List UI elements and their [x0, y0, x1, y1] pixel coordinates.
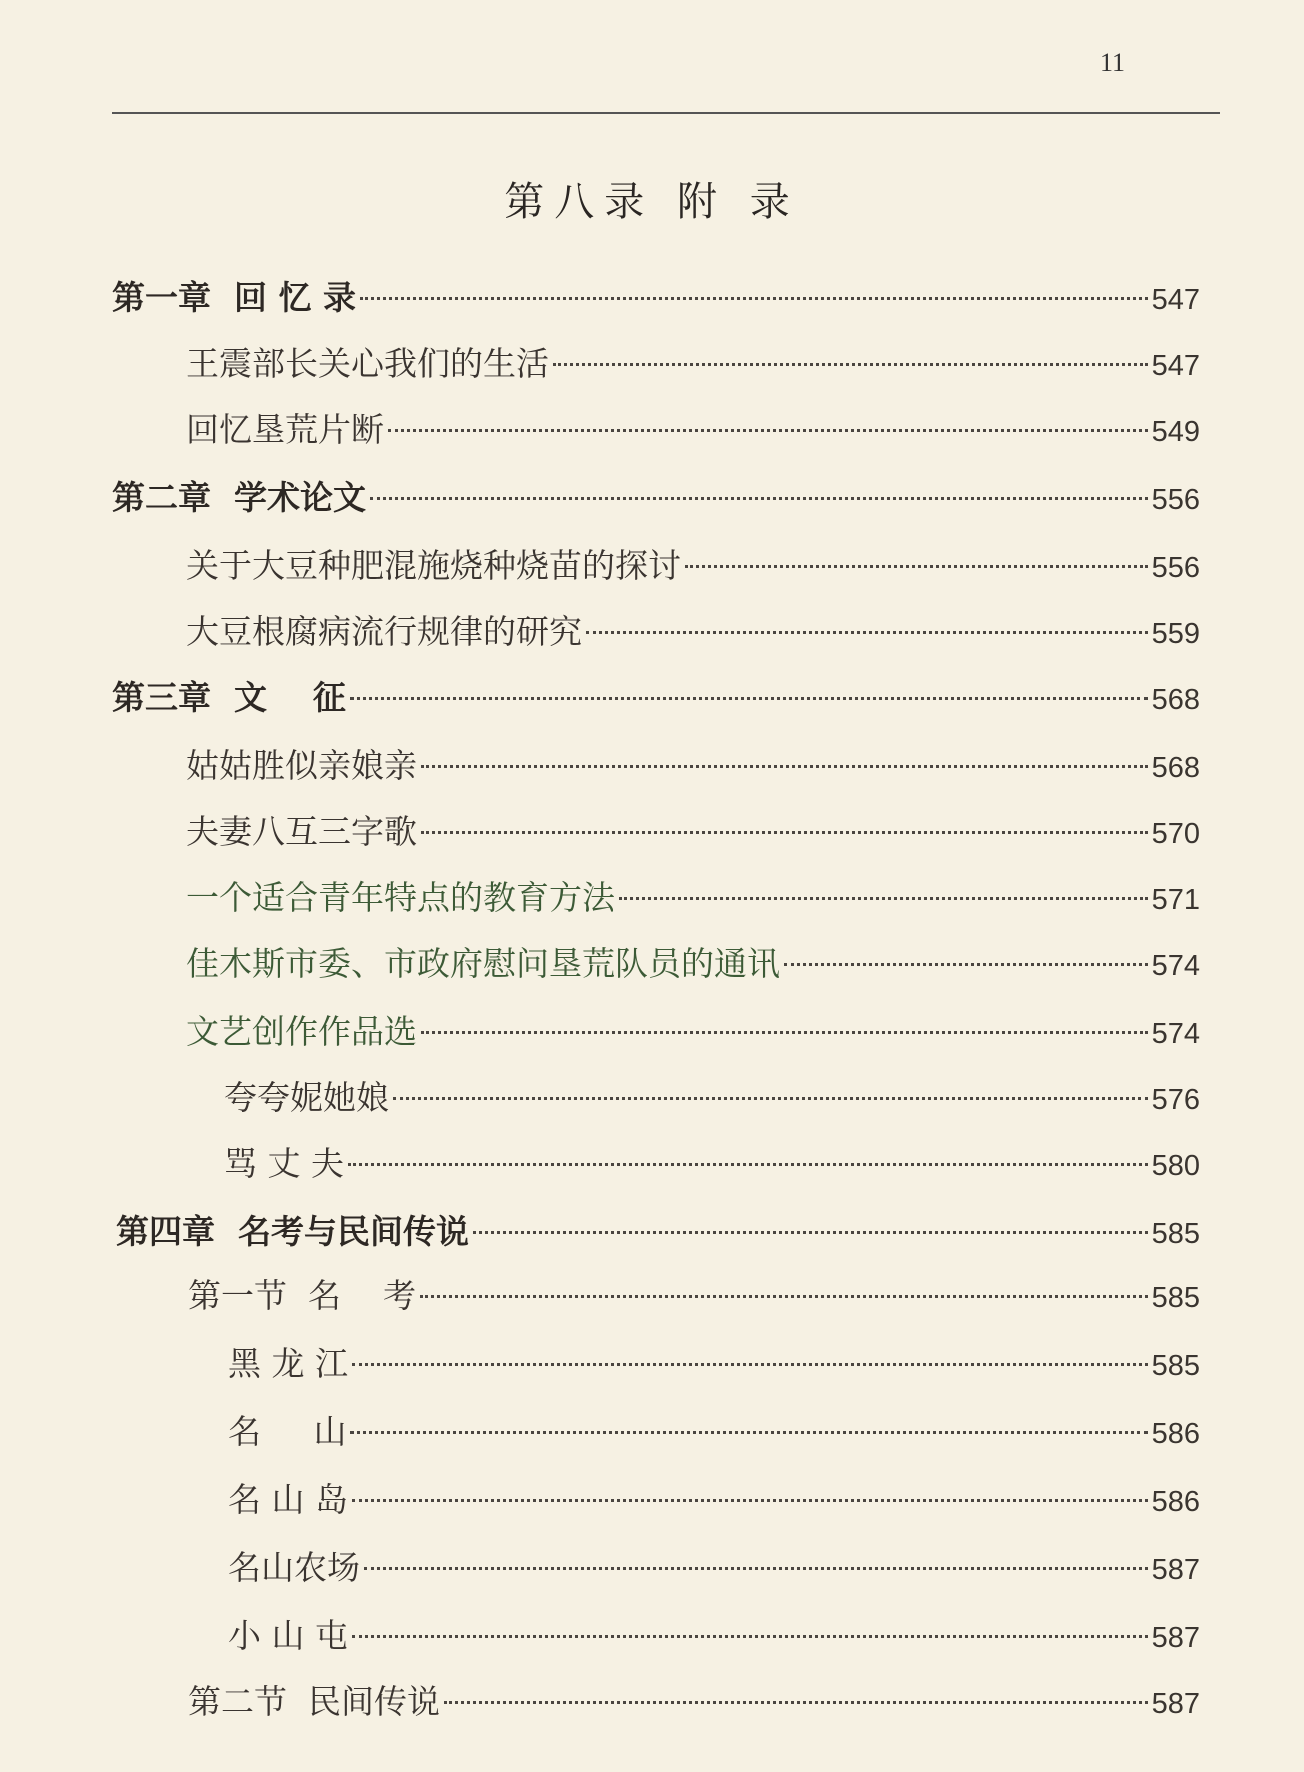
toc-entry-label: 夫妻八互三字歌 — [186, 812, 417, 851]
toc-entry — [228, 1542, 1200, 1590]
toc-entry-label: 黑 龙 江 — [228, 1344, 348, 1383]
toc-entry-page: 559 — [1151, 618, 1200, 650]
toc-entry-label: 关于大豆种肥混施烧种烧苗的探讨 — [186, 546, 681, 585]
toc-entry-label: 王震部长关心我们的生活 — [186, 344, 549, 383]
dot-leader — [421, 831, 1148, 834]
toc-entry — [186, 740, 1200, 788]
toc-entry-chapter-1 — [112, 272, 1200, 320]
toc-entry-label: 第二章 学术论文 — [112, 478, 366, 517]
dot-leader — [360, 297, 1148, 300]
dot-leader — [619, 897, 1148, 900]
toc-entry-label: 大豆根腐病流行规律的研究 — [186, 612, 582, 651]
toc-entry-label: 佳木斯市委、市政府慰问垦荒队员的通讯 — [186, 944, 780, 983]
dot-leader — [370, 497, 1148, 500]
toc-entry-page: 547 — [1151, 350, 1200, 382]
dot-leader — [784, 963, 1148, 966]
toc-entry-label: 一个适合青年特点的教育方法 — [186, 878, 615, 917]
toc-entry — [228, 1406, 1200, 1454]
toc-entry-page: 556 — [1151, 552, 1200, 584]
toc-entry — [228, 1610, 1200, 1658]
dot-leader — [421, 1031, 1148, 1034]
dot-leader — [473, 1231, 1148, 1234]
dot-leader — [350, 1431, 1147, 1434]
toc-entry-page: 568 — [1151, 752, 1200, 784]
dot-leader — [352, 1363, 1148, 1366]
toc-entry-label: 名 山 — [228, 1412, 347, 1451]
toc-entry-page: 585 — [1151, 1350, 1200, 1382]
dot-leader — [352, 1635, 1148, 1638]
toc-entry-section — [188, 1676, 1200, 1724]
dot-leader — [685, 565, 1148, 568]
toc-entry-label: 名山农场 — [228, 1548, 360, 1587]
toc-entry-page: 585 — [1151, 1218, 1200, 1250]
toc-entry-page: 587 — [1151, 1688, 1200, 1720]
toc-entry-page: 576 — [1151, 1084, 1200, 1116]
dot-leader — [364, 1567, 1148, 1570]
toc-entry — [186, 404, 1200, 452]
toc-entry-page: 587 — [1151, 1554, 1200, 1586]
dot-leader — [348, 1163, 1148, 1166]
toc-entry-label: 名 山 岛 — [228, 1480, 348, 1519]
toc-entry-label: 夸夸妮她娘 — [224, 1078, 389, 1117]
toc-entry-page: 580 — [1151, 1150, 1200, 1182]
dot-leader — [421, 765, 1148, 768]
toc-entry — [186, 540, 1200, 588]
toc-entry-chapter-4 — [116, 1206, 1200, 1254]
toc-entry-label: 第一节 名 考 — [188, 1276, 416, 1315]
toc-entry — [224, 1138, 1200, 1186]
toc-entry-page: 586 — [1151, 1486, 1200, 1518]
toc-entry-page: 587 — [1151, 1622, 1200, 1654]
toc-entry-label: 第一章 回 忆 录 — [112, 278, 356, 317]
toc-entry — [186, 1006, 1200, 1054]
dot-leader — [420, 1295, 1148, 1298]
toc-entry-page: 571 — [1151, 884, 1200, 916]
toc-entry-label: 小 山 屯 — [228, 1616, 348, 1655]
dot-leader — [393, 1097, 1148, 1100]
toc-entry — [228, 1474, 1200, 1522]
toc-entry-section — [188, 1270, 1200, 1318]
toc-entry-label: 第三章 文 征 — [112, 678, 346, 717]
section-title: 第八录 附 录 — [504, 179, 800, 225]
dot-leader — [350, 697, 1148, 700]
toc-entry-page: 568 — [1151, 684, 1200, 716]
dot-leader — [444, 1701, 1148, 1704]
toc-entry-page: 585 — [1151, 1282, 1200, 1314]
page-number: 11 — [1100, 48, 1126, 77]
toc-entry-label: 文艺创作作品选 — [186, 1012, 417, 1051]
toc-entry-page: 549 — [1151, 416, 1200, 448]
dot-leader — [586, 631, 1148, 634]
toc-entry-label: 第二节 民间传说 — [188, 1682, 440, 1721]
toc-entry-page: 547 — [1151, 284, 1200, 316]
toc-entry-label: 回忆垦荒片断 — [186, 410, 384, 449]
toc-entry — [186, 806, 1200, 854]
toc-entry — [224, 1072, 1200, 1120]
toc-entry-label: 骂 丈 夫 — [224, 1144, 344, 1183]
toc-entry-chapter-3 — [112, 672, 1200, 720]
toc-entry-page: 574 — [1151, 1018, 1200, 1050]
toc-entry-label: 姑姑胜似亲娘亲 — [186, 746, 417, 785]
toc-entry — [186, 872, 1200, 920]
toc-entry — [186, 938, 1200, 986]
dot-leader — [553, 363, 1148, 366]
toc-entry-page: 556 — [1151, 484, 1200, 516]
toc-entry — [228, 1338, 1200, 1386]
dot-leader — [388, 429, 1148, 432]
toc-entry-chapter-2 — [112, 472, 1200, 520]
toc-entry-label: 第四章 名考与民间传说 — [116, 1212, 469, 1251]
toc-entry — [186, 338, 1200, 386]
toc-entry — [186, 606, 1200, 654]
dot-leader — [352, 1499, 1148, 1502]
toc-entry-page: 570 — [1151, 818, 1200, 850]
toc-entry-page: 586 — [1151, 1418, 1200, 1450]
toc-entry-page: 574 — [1151, 950, 1200, 982]
